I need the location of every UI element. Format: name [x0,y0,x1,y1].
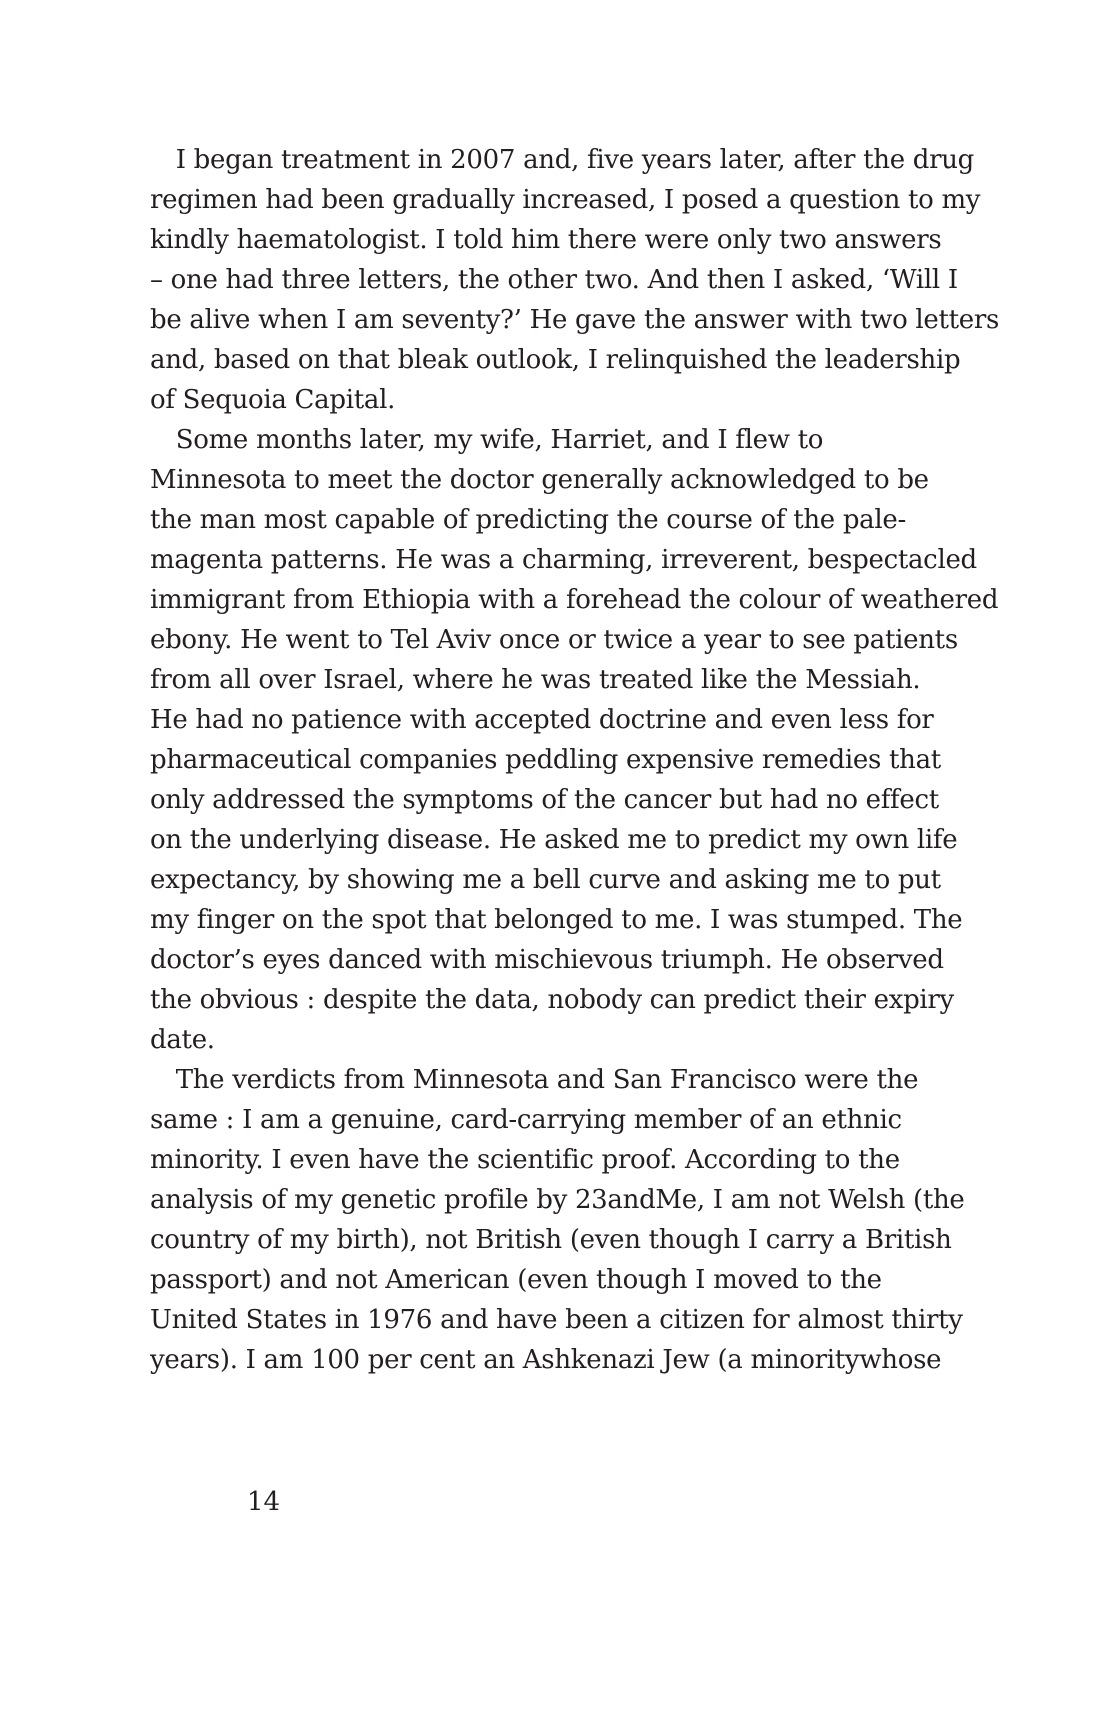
text-line: same : I am a genuine, card-carrying member of an ethnic [150,1105,902,1135]
text-line: expectancy, by showing me a bell curve and asking me to put [150,865,941,895]
text-line: I began treatment in 2007 and, five years later, after the drug [150,145,975,175]
text-line: passport) and not American (even though I moved to the [150,1265,882,1295]
text-line: years). I am 100 per cent an Ashkenazi Jew (a minoritywhose [150,1345,942,1375]
text-line: my finger on the spot that belonged to me. I was stumped. The [150,905,963,935]
text-line: on the underlying disease. He asked me to predict my own life [150,825,958,855]
text-line: Minnesota to meet the doctor generally acknowledged to be [150,465,929,495]
text-line: of Sequoia Capital. [150,385,396,415]
text-line: the obvious : despite the data, nobody can predict their expiry [150,985,954,1015]
page-number: 14 [247,1487,281,1517]
text-line: kindly haematologist. I told him there were only two answers [150,225,942,255]
text-line: magenta patterns. He was a charming, irreverent, bespectacled [150,545,977,575]
text-line: ebony. He went to Tel Aviv once or twice a year to see patients [150,625,958,655]
text-line: minority. I even have the scientific proof. According to the [150,1145,900,1175]
text-line: country of my birth), not British (even though I carry a British [150,1225,952,1255]
text-line: immigrant from Ethiopia with a forehead the colour of weathered [150,585,999,615]
text-line: regimen had been gradually increased, I posed a question to my [150,185,981,215]
text-line: pharmaceutical companies peddling expensive remedies that [150,745,941,775]
text-line: doctor’s eyes danced with mischievous triumph. He observed [150,945,944,975]
text-line: only addressed the symptoms of the cancer but had no effect [150,785,939,815]
text-line: from all over Israel, where he was treated like the Messiah. [150,665,921,695]
text-line: and, based on that bleak outlook, I relinquished the leadership [150,345,961,375]
text-line: analysis of my genetic profile by 23andMe, I am not Welsh (the [150,1185,965,1215]
body-text [150,140,1000,1380]
text-line: Some months later, my wife, Harriet, and I flew to [150,425,824,455]
text-line: The verdicts from Minnesota and San Francisco were the [150,1065,919,1095]
text-line: be alive when I am seventy?’ He gave the answer with two letters [150,305,1000,335]
text-line: the man most capable of predicting the course of the pale- [150,505,906,535]
text-line: He had no patience with accepted doctrine and even less for [150,705,934,735]
text-line: United States in 1976 and have been a citizen for almost thirty [150,1305,963,1335]
text-line: date. [150,1025,215,1055]
text-line: – one had three letters, the other two. And then I asked, ‘Will I [150,265,958,295]
